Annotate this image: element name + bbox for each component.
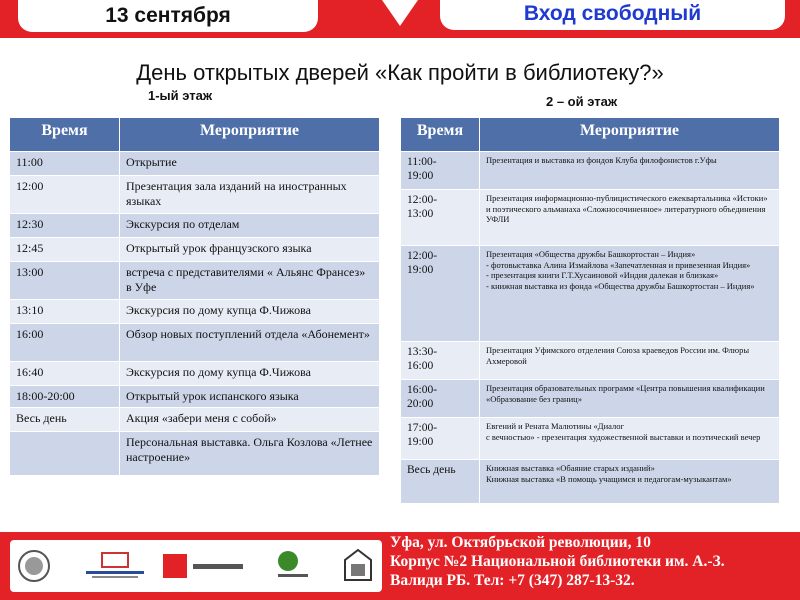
event-cell: Презентация Уфимского отделения Союза краеведов России им. Флюры Ахмеровой [480,342,780,380]
time-cell: 12:00- 13:00 [401,190,480,246]
event-cell: Презентация зала изданий на иностранных языках [120,176,380,214]
time-cell: 12:00 [10,176,120,214]
time-cell: 12:30 [10,214,120,238]
free-entry-label: Вход свободный [440,0,785,30]
education-logo-icon [80,548,150,584]
table-row [10,386,380,408]
floor1-label: 1-ый этаж [148,88,213,103]
table-row [401,342,780,380]
time-cell [10,432,120,476]
event-cell: Экскурсия по дому купца Ф.Чижова [120,300,380,324]
alliance-francaise-logo-icon [160,548,248,584]
table-row [10,262,380,300]
table-row [10,238,380,262]
floor1-schedule-table [9,117,380,476]
table-row [10,362,380,386]
time-cell: 17:00- 19:00 [401,418,480,460]
event-cell: Экскурсия по отделам [120,214,380,238]
goethe-institut-logo-icon [272,548,312,584]
event-cell: Персональная выставка. Ольга Козлова «Летнее настроение» [120,432,380,476]
table-row [10,300,380,324]
table-row [401,418,780,460]
table-row [401,246,780,342]
table-row [10,324,380,362]
time-cell: Весь день [10,408,120,432]
library-logo-icon [16,548,52,584]
time-cell: 16:00- 20:00 [401,380,480,418]
column-header-event: Мероприятие [480,118,780,152]
table-row [10,152,380,176]
time-cell: 16:40 [10,362,120,386]
time-cell: 16:00 [10,324,120,362]
event-cell: Открытый урок французского языка [120,238,380,262]
table-row [401,190,780,246]
national-library-logo-icon [340,548,376,584]
column-header-event: Мероприятие [120,118,380,152]
table-row [10,214,380,238]
event-cell: Евгений и Рената Малютины «Диалог с вечностью» - презентация художественной выставки и поэтический вечер [480,418,780,460]
event-cell: встреча с представителями « Альянс Франсез» в Уфе [120,262,380,300]
table-row [401,380,780,418]
page-title: День открытых дверей «Как пройти в библиотеку?» [136,60,664,85]
venue-address [390,533,795,590]
column-header-time: Время [401,118,480,152]
event-cell: Экскурсия по дому купца Ф.Чижова [120,362,380,386]
time-cell: Весь день [401,460,480,504]
time-cell: 11:00 [10,152,120,176]
time-cell: 13:30- 16:00 [401,342,480,380]
event-cell: Обзор новых поступлений отдела «Абонемент» [120,324,380,362]
table-row [10,432,380,476]
floor2-schedule-table [400,117,780,504]
time-cell: 13:10 [10,300,120,324]
event-cell: Презентация информационно-публицистического ежеквартальника «Истоки» и поэтического альманаха «Сложносочиненное» литературного объединения УФЛИ [480,190,780,246]
event-date: 13 сентября [18,0,318,32]
table-row [10,408,380,432]
time-cell: 18:00-20:00 [10,386,120,408]
time-cell: 13:00 [10,262,120,300]
column-header-time: Время [10,118,120,152]
table-row [401,152,780,190]
time-cell: 11:00- 19:00 [401,152,480,190]
event-cell: Презентация «Общества дружбы Башкортостан – Индия» - фотовыставка Алина Измайлова «Запечатленная и привезенная Индия» - презентация книги Г.Т.Хусаиновой «Индия далекая и близкая» - книжная выставка из фонда «Общества дружбы Башкортостан – Индия» [480,246,780,342]
banner-notch [382,0,418,26]
table-row [10,176,380,214]
time-cell: 12:00- 19:00 [401,246,480,342]
event-cell: Акция «забери меня с собой» [120,408,380,432]
floor2-label: 2 – ой этаж [546,94,618,109]
event-cell: Презентация и выставка из фондов Клуба филофонистов г.Уфы [480,152,780,190]
event-cell: Открытый урок испанского языка [120,386,380,408]
address-line: Уфа, ул. Октябрьской революции, 10 Корпус №2 Национальной библиотеки им. А.-З. Валиди РБ. Тел: +7 (347) 287-13-32. [390,534,725,589]
event-cell: Книжная выставка «Обаяние старых изданий» Книжная выставка «В помощь учащимся и педагогам-музыкантам» [480,460,780,504]
event-cell: Презентация образовательных программ «Центра повышения квалификации «Образование без границ» [480,380,780,418]
partner-logos [10,540,382,592]
event-cell: Открытие [120,152,380,176]
table-row [401,460,780,504]
time-cell: 12:45 [10,238,120,262]
